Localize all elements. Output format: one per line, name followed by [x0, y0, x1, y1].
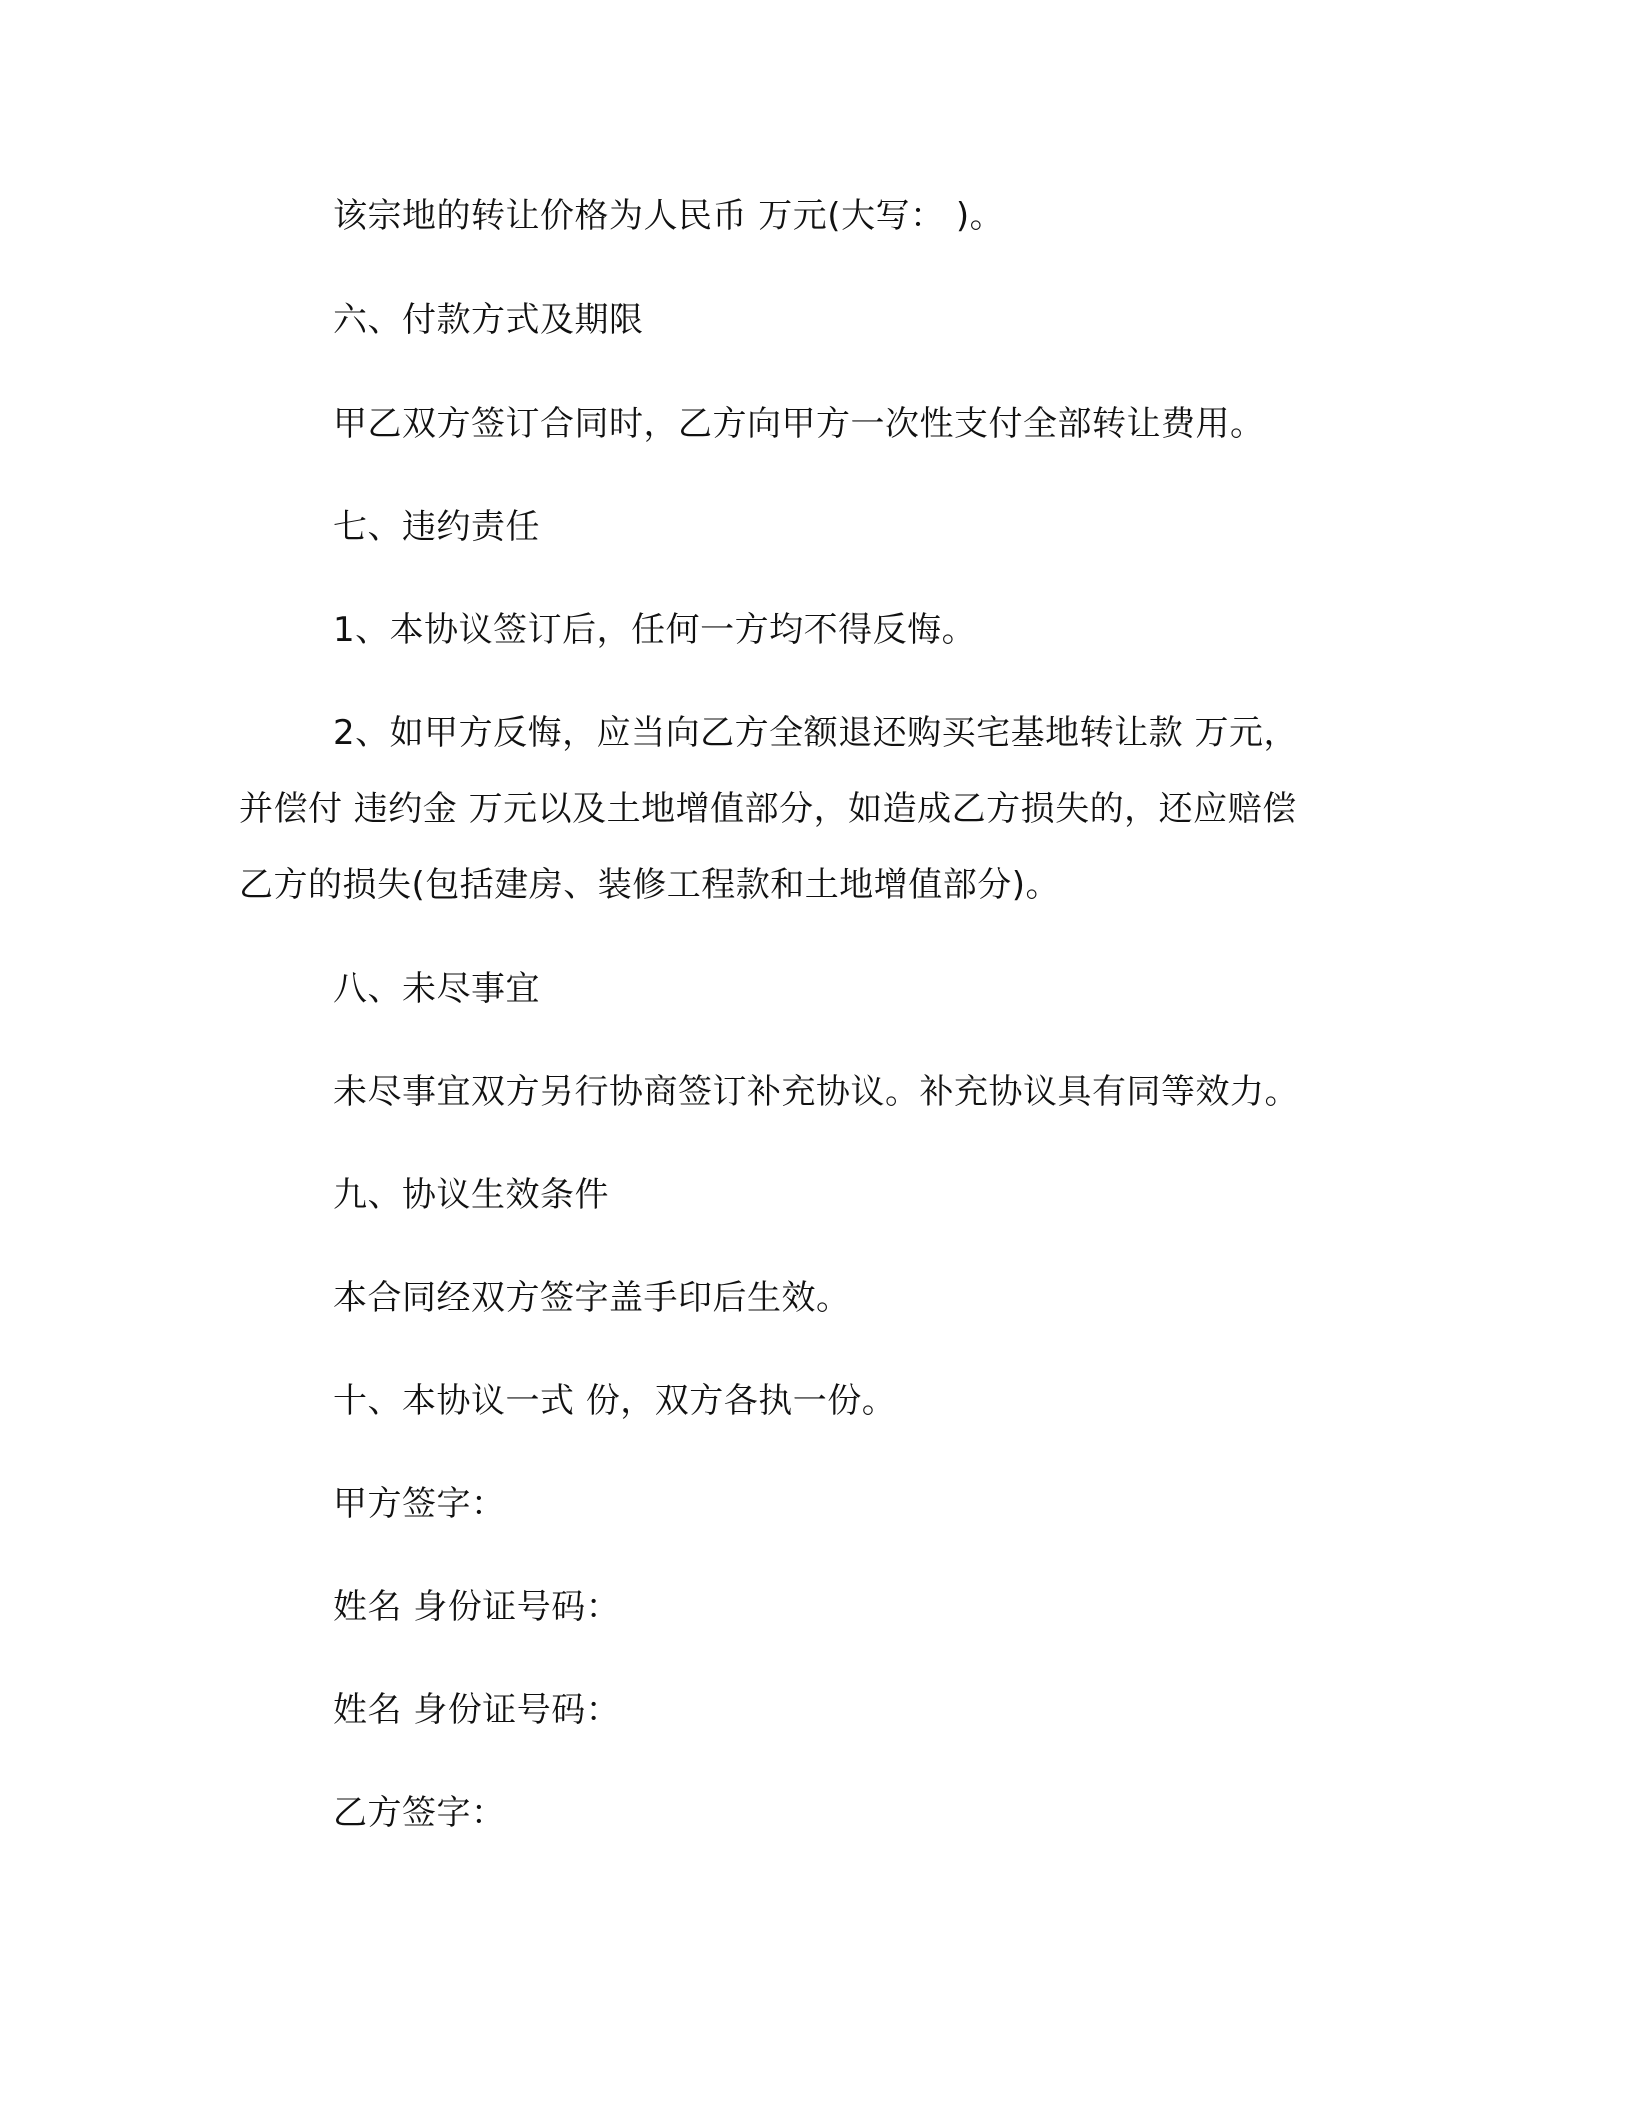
section-7-item-2-line-1: 2、如甲方反悔，应当向乙方全额退还购买宅基地转让款 万元， [333, 713, 1298, 753]
party-a-id-line-2: 姓名 身份证号码： [333, 1690, 621, 1730]
section-7-item-2-line-2: 并偿付 违约金 万元以及土地增值部分，如造成乙方损失的，还应赔偿 [239, 789, 1297, 829]
section-7-heading: 七、违约责任 [333, 507, 540, 547]
section-10-text: 十、本协议一式 份，双方各执一份。 [333, 1381, 897, 1421]
section-7-item-2-line-3: 乙方的损失(包括建房、装修工程款和土地增值部分)。 [239, 865, 1061, 905]
section-6-body: 甲乙双方签订合同时，乙方向甲方一次性支付全部转让费用。 [333, 404, 1265, 444]
section-6-heading: 六、付款方式及期限 [333, 300, 644, 340]
price-clause: 该宗地的转让价格为人民币 万元(大写： )。 [333, 196, 1005, 236]
section-8-body: 未尽事宜双方另行协商签订补充协议。补充协议具有同等效力。 [333, 1072, 1299, 1112]
party-b-signature-label: 乙方签字： [333, 1793, 506, 1833]
party-a-signature-label: 甲方签字： [333, 1484, 506, 1524]
section-9-heading: 九、协议生效条件 [333, 1175, 609, 1215]
section-8-heading: 八、未尽事宜 [333, 969, 540, 1009]
section-7-item-1: 1、本协议签订后，任何一方均不得反悔。 [333, 610, 977, 650]
section-9-body: 本合同经双方签字盖手印后生效。 [333, 1278, 851, 1318]
party-a-id-line-1: 姓名 身份证号码： [333, 1587, 621, 1627]
